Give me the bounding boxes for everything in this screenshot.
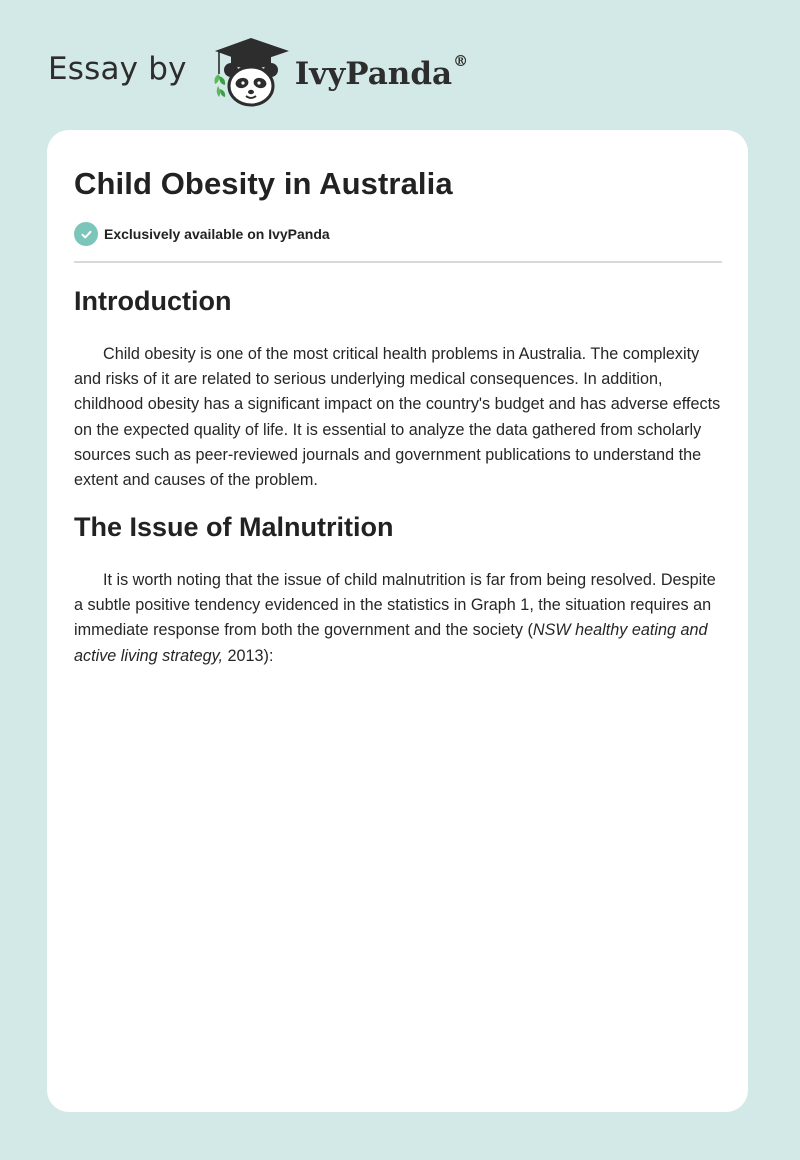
check-circle-icon <box>74 222 98 246</box>
brand-name: IvyPanda® <box>294 52 469 92</box>
paragraph-introduction: Child obesity is one of the most critical health problems in Australia. The complexity and risks of it are related to serious underlying medical consequences. In addition, childhood obesity has a significant impact on the country's budget and has adverse effects on the expected quality of life. It is essential to analyze the data gathered from scholarly sources such as peer-reviewed journals and government publications to understand the extent and causes of the problem. <box>74 345 721 490</box>
citation-year: 2013): <box>223 646 274 665</box>
paragraph-text: It is worth noting that the issue of child malnutrition is far from being resolved. Despite a subtle positive tendency evidenced in the statistics in Graph 1, the situation requires an immediate response from both the government and the society ( <box>74 571 716 640</box>
page-title: Child Obesity in Australia <box>74 166 453 201</box>
registered-mark: ® <box>453 52 469 70</box>
section-heading-introduction: Introduction <box>74 286 232 316</box>
essay-by-label: Essay by <box>48 51 187 87</box>
paragraph-malnutrition <box>74 568 722 669</box>
panda-logo-icon <box>205 34 293 110</box>
document-card <box>47 130 748 1112</box>
citation-title: NSW healthy eating and active living strategy, <box>74 621 708 665</box>
section-heading-malnutrition: The Issue of Malnutrition <box>74 512 394 542</box>
site-header <box>48 34 468 110</box>
exclusive-label: Exclusively available on IvyPanda <box>104 226 330 242</box>
divider <box>74 261 722 263</box>
exclusive-badge <box>74 222 330 246</box>
